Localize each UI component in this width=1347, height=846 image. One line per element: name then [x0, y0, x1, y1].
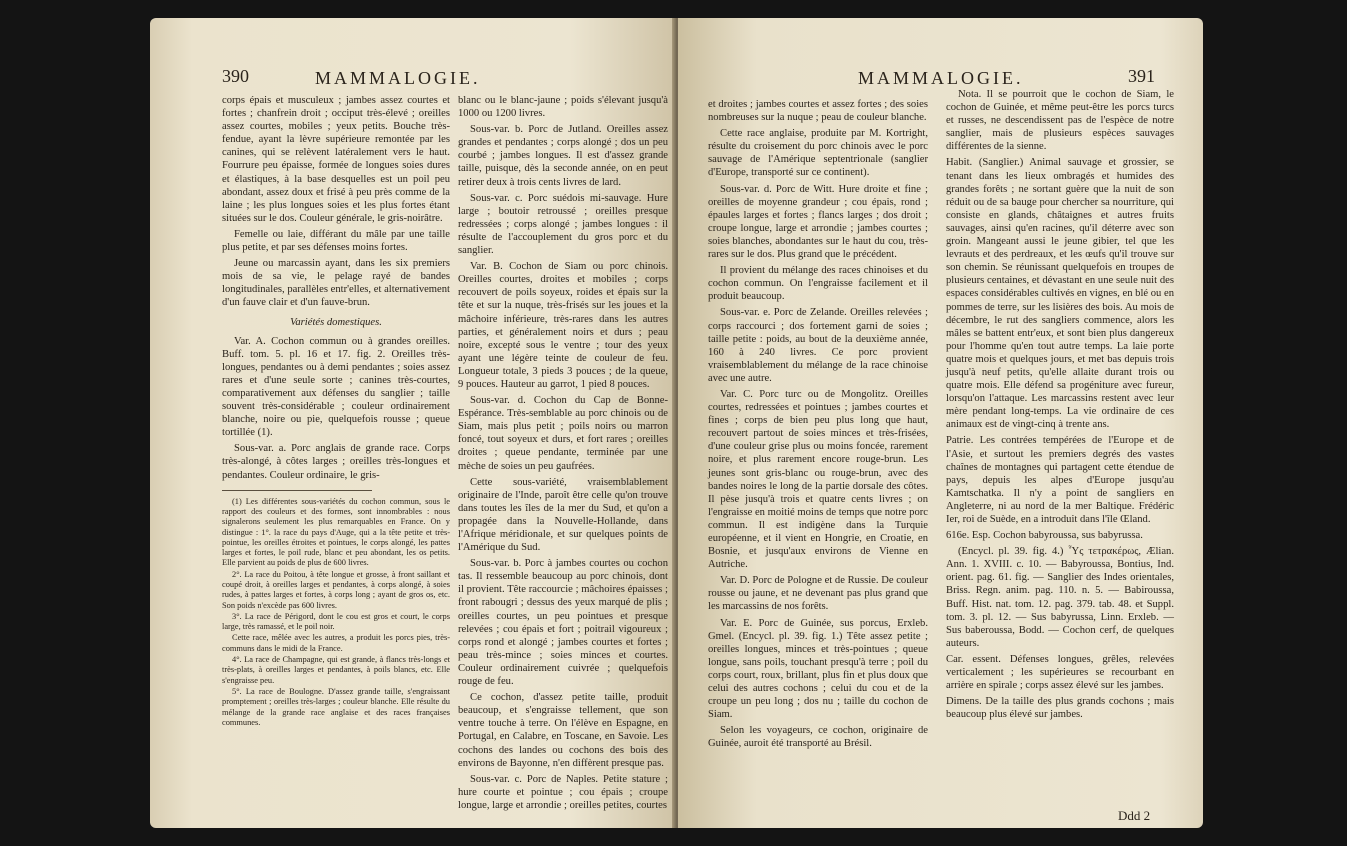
paragraph: Var. A. Cochon commun ou à grandes oreilles. Buff. tom. 5. pl. 16 et 17. fig. 2. Oreilles très-longues, pendantes ou à demi pendantes ; soies assez rares et d'une seule sorte ; canines très-courtes, comparativement aux défenses du sanglier ; taille souvent très-considérable ; couleur ordinairement blanche, noire ou pie, quelquefois rousse ; queue tortillée (1).: [222, 335, 450, 439]
paragraph: Sous-var. e. Porc de Zelande. Oreilles relevées ; corps raccourci ; dos fortement garni de soies ; taille petite : poids, au bout de la deuxième année, 160 à 240 livres. Ce porc provient vraisemblablement du mélange de la race chinoise avec une autre.: [708, 307, 928, 384]
paragraph: Sous-var. d. Porc de Witt. Hure droite et fine ; oreilles de moyenne grandeur ; cou épais, rond ; épaules larges et fortes ; flancs larges ; dos droit ; croupe longue, large et arrondie ; jambes courtes ; soies blanches, abondantes sur le haut du cou, très-rares sur le dos. Plus grand que le précédent.: [708, 183, 928, 261]
running-head-right: MAMMALOGIE.: [858, 68, 1024, 88]
paragraph: Selon les voyageurs, ce cochon, originaire de Guinée, auroit été transporté au Brésil.: [708, 725, 928, 750]
paragraph: Sous-var. d. Cochon du Cap de Bonne-Espérance. Très-semblable au porc chinois ou de Siam, mais plus petit ; poils noirs ou marron foncé, tout soyeux et durs, et fort rares ; oreilles droites ; queue pendante, terminée par une mèche de soies un peu gaufrées.: [458, 395, 668, 472]
right-page: [678, 18, 1203, 828]
paragraph: (Encycl. pl. 39. fig. 4.) Ὗς τετρακέρως, Ælian. Ann. 1. XVIII. c. 10. — Babyroussa, Bontius, Ind. orient. pag. 61. fig. — Sanglier des Indes orientales, Briss. Regn. anim. pag. 110. n. 5. — Babiroussa, Buff. Hist. nat. tom. 12. pag. 379. tab. 48. et Suppl. tom. 3. pl. 12. — Sus babyrussa, Linn. Erxleb. — Sus baberoussa, Bodd. — Cochon cerf, de quelques auteurs.: [946, 546, 1174, 649]
page-number-left: 390: [222, 66, 249, 86]
paragraph: Sous-var. a. Porc anglais de grande race. Corps très-alongé, à côtes larges ; oreilles très-longues et pendantes. Couleur ordinaire, le gris-: [222, 443, 450, 481]
paragraph: Habit. (Sanglier.) Animal sauvage et grossier, se tenant dans les lieux ombragés et humides des grandes forêts ; ne sortant guère que la nuit de son réduit ou de sa bauge pour chercher sa nourriture, qui consiste en glands, châtaignes et autres fruits sauvages, ainsi qu'en racines, qu'il déterre avec son groin. Mangeant aussi le jeune gibier, tel que les levrauts et des perdreaux, et les œufs qu'il trouve sur son chemin. Se réunissant quelquefois en troupes de plusieurs centaines, et dévastant en une seule nuit des espaces considérables cultivés en vignes, en blé ou en pommes de terre, sur les lisières des bois. Au mois de décembre, le rut des sangliers commence, alors les mâles se battent entr'eux, et sont bien plus dangereux pour l'homme qu'en tout autre temps. La laie porte quatre mois et quelques jours, et met bas depuis trois jusqu'à neuf petits, qu'elle allaite durant trois ou quatre mois. Elle défend sa progéniture avec fureur, lorsqu'on l'attaque. Les marcassins restent avec leur mère pendant long-temps. La vie ordinaire de ces animaux est de vingt-cinq à trente ans.: [946, 157, 1174, 431]
paragraph: et droites ; jambes courtes et assez fortes ; des soies nombreuses sur la nuque ; peau de couleur blanche.: [708, 99, 928, 124]
paragraph: Sous-var. b. Porc à jambes courtes ou cochon tas. Il ressemble beaucoup au porc chinois, dont il provient. Tête raccourcie ; mâchoires épaisses ; front rabougri ; dessus des yeux marqué de plis ; oreilles courtes, un peu pointues et presque relevées ; cou épais et fort ; poitrail vigoureux ; corps rond et alongé ; jambes courtes et fortes ; peau très-mince ; soies minces et courtes. Couleur ordinairement cuivrée ; quelquefois rouge de feu.: [458, 558, 668, 688]
paragraph: Jeune ou marcassin ayant, dans les six premiers mois de sa vie, le pelage rayé de bandes longitudinales, parallèles entr'elles, et alternativement d'un fauve clair et d'un fauve-brun.: [222, 258, 450, 309]
paragraph: Var. E. Porc de Guinée, sus porcus, Erxleb. Gmel. (Encycl. pl. 39. fig. 1.) Tête assez petite ; oreilles longues, minces et très-pointues ; queue longue, sans poils, touchant presqu'à terre ; poil du corps court, roux, brillant, plus fin et plus doux que celui des autres cochons ; celui du cou et de la croupe un peu long ; dos nu ; taille du cochon de Siam.: [708, 617, 928, 721]
paragraph: Sous-var. c. Porc suédois mi-sauvage. Hure large ; boutoir retroussé ; oreilles presque redressées ; corps alongé ; jambes longues : il résulte de l'accouplement du gros porc et du sanglier.: [458, 192, 668, 257]
paragraph: Car. essent. Défenses longues, grêles, relevées verticalement ; les supérieures se recourbant en arrière en spirale ; corps assez élevé sur les jambes.: [946, 653, 1174, 692]
footnote: 5°. La race de Boulogne. D'assez grande taille, s'engraissant promptement ; oreilles très-larges ; couleur blanche. Elle résulte du mélange de la grande race anglaise et des races françaises communes.: [222, 686, 450, 727]
paragraph: Il provient du mélange des races chinoises et du cochon commun. On l'engraisse facilement et il produit beaucoup.: [708, 265, 928, 303]
paragraph: Cette race anglaise, produite par M. Kortright, résulte du croisement du porc chinois avec le porc sauvage de l'Amérique septentrionale (sanglier d'Europe, transporté sur ce continent).: [708, 128, 928, 179]
paragraph: Cette sous-variété, vraisemblablement originaire de l'Inde, paroît être celle qu'on trouve dans toutes les îles de la mer du Sud, et qu'on a propagée dans la Nouvelle-Hollande, dans l'Afrique méridionale, et sur quelques points de l'Amérique du Sud.: [458, 476, 668, 554]
footnote: (1) Les différentes sous-variétés du cochon commun, sous le rapport des couleurs et des formes, sont innombrables : nous signalerons seulement les plus remarquables en France. On y distingue : 1°. la race du pays d'Auge, qui a la tête petite et très-pointue, les oreilles étroites et pointues, le corps alongé, les pattes larges et fortes, le poil rude, blanc et peu abondant, les os petits. Elle parvient au poids de plus de 600 livres.: [222, 496, 450, 568]
paragraph: Var. C. Porc turc ou de Mongolitz. Oreilles courtes, redressées et pointues ; jambes courtes et fines ; corps de bien peu plus long que haut, recouvert partout de soies minces et très-frisées, d'une couleur grise plus ou moins foncée, rarement noire, et plus rarement encore rouge-brun. Les jeunes sont gris-blanc ou rouge-brun, avec des bandes noires le long de la partie dorsale des côtes. Il pèse jusqu'à trois et quatre cents livres ; on l'engraisse en moitié moins de temps que notre porc commun. Il est indigène dans la Turquie européenne, et il vient en Hongrie, en Croatie, en Bosnie, et jusqu'aux environs de Vienne en Autriche.: [708, 388, 928, 571]
paragraph: Var. B. Cochon de Siam ou porc chinois. Oreilles courtes, droites et mobiles ; corps recouvert de poils soyeux, roides et épais sur la tête et sur la nuque, très-frisés sur les joues et la mâchoire inférieure, très-rares dans les autres parties, et généralement noirs et durs ; peau noire, excepté sous le ventre ; tour des yeux ayant une légère teinte de couleur de feu. Longueur totale, 3 pieds 3 pouces ; de la queue, 9 pouces. Hauteur au garrot, 1 pied 8 pouces.: [458, 261, 668, 390]
page-number-right: 391: [1128, 66, 1155, 86]
paragraph: Sous-var. b. Porc de Jutland. Oreilles assez grandes et pendantes ; corps alongé ; dos un peu courbé ; jambes longues. Il est d'assez grande taille, puisque, dès la seconde année, on en peut retirer deux à trois cents livres de lard.: [458, 124, 668, 188]
paragraph: Dimens. De la taille des plus grands cochons ; mais beaucoup plus élevé sur jambes.: [946, 696, 1174, 721]
section-heading: Variétés domestiques.: [290, 316, 382, 328]
right-column-2: [946, 88, 1174, 724]
paragraph: corps épais et musculeux ; jambes assez courtes et fortes ; chanfrein droit ; occiput très-élevé ; oreilles assez courtes, mobiles ; yeux petits. Bouche très-fendue, ayant la lèvre supérieure remontée par les canines, qui se relèvent latéralement vers le haut. Fourrure peu épaisse, formée de longues soies dures et élastiques, à la base desquelles est un poil peu abondant, assez doux et frisé à peu près comme de la laine ; les plus longues soies et les plus fortes étant situées sur le dos. Couleur générale, le gris-noirâtre.: [222, 95, 450, 224]
paragraph: Femelle ou laie, différant du mâle par une taille plus petite, et par ses défenses moins fortes.: [222, 228, 450, 254]
right-column-1: [708, 98, 928, 754]
paragraph: Sous-var. c. Porc de Naples. Petite stature ; hure courte et pointue ; cou épais ; croupe longue, large et arrondie ; oreilles petites, courtes: [458, 773, 668, 811]
left-page: [150, 18, 675, 828]
running-head-left: MAMMALOGIE.: [315, 68, 481, 88]
species-heading: 616e. Esp. Cochon babyroussa, sus babyrussa.: [946, 530, 1143, 542]
paragraph: Var. D. Porc de Pologne et de Russie. De couleur rousse ou jaune, et ne devenant pas plus grand que les marcassins de nos forêts.: [708, 575, 928, 613]
footnote: 3°. La race de Périgord, dont le cou est gros et court, le corps large, très ramassé, et le poil noir.: [222, 611, 450, 632]
footnote: Cette race, mêlée avec les autres, a produit les porcs pies, très-communs dans le midi de la France.: [222, 633, 450, 653]
signature-mark: Ddd 2: [1118, 808, 1151, 823]
footnote: 4°. La race de Champagne, qui est grande, à flancs très-longs et très-plats, à oreilles larges et pendantes, à poils blancs, etc. Elle s'engraisse peu.: [222, 655, 450, 685]
paragraph: blanc ou le blanc-jaune ; poids s'élevant jusqu'à 1000 ou 1200 livres.: [458, 95, 668, 120]
footnote-rule: [222, 490, 372, 491]
paragraph: Patrie. Les contrées tempérées de l'Europe et de l'Asie, et surtout les premiers degrés des vastes chaînes de montagnes qui partagent cette étendue de pays, depuis les alpes d'Europe jusqu'au Kamtschatka. Il n'y a point de sangliers en Angleterre, ni au nord de la mer Baltique. Frédéric Ier, roi de Suède, en a introduit dans l'île Œland.: [946, 435, 1174, 525]
paragraph: Ce cochon, d'assez petite taille, produit beaucoup, et s'engraisse tellement, que son ventre touche à terre. On l'élève en Espagne, en Portugal, en Calabre, en Toscane, en Savoie. Les cochons des landes ou cochons des bois des environs de Bayonne, n'en diffèrent presque pas.: [458, 692, 668, 769]
footnote: 2°. La race du Poitou, à tête longue et grosse, à front saillant et coupé droit, à oreilles larges et pendantes, à corps alongé, à soies rudes, à pattes larges et fortes, à corps long ; ayant de gros os, etc. Son poids n'excède pas 600 livres.: [222, 569, 450, 610]
left-column-2: [458, 94, 668, 815]
left-column-1: [222, 94, 450, 729]
paragraph: Nota. Il se pourroit que le cochon de Siam, le cochon de Guinée, et même peut-être les porcs turcs et russes, ne descendissent pas de l'espèce de notre sanglier, mais de plusieurs espèces sauvages différentes de la sienne.: [946, 89, 1174, 153]
